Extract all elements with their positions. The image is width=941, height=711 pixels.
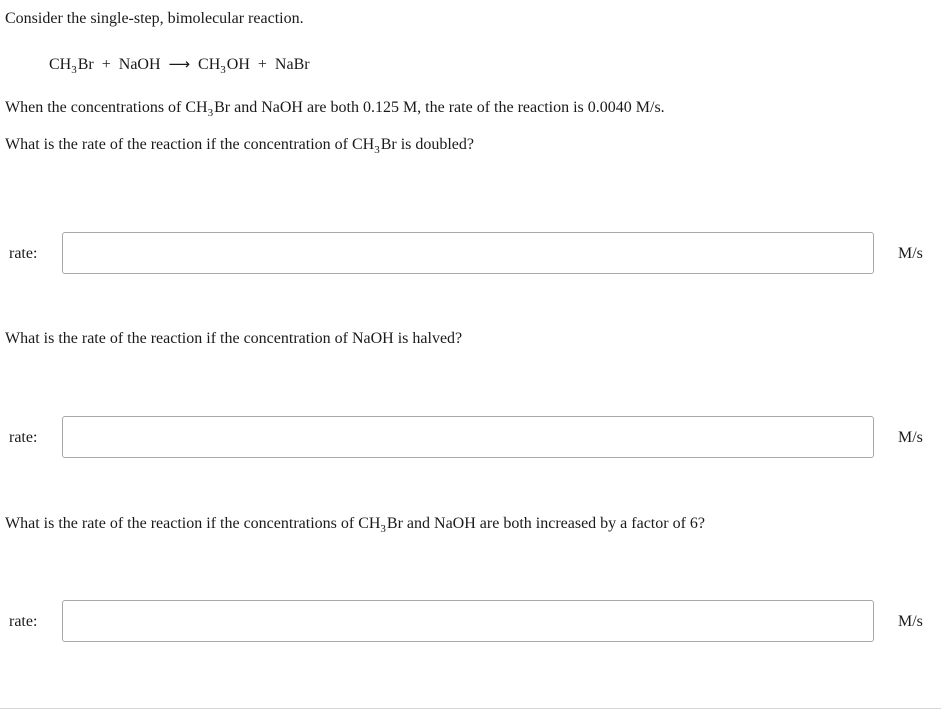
plus-sign: + [101,56,111,73]
question-1-part2: Br is doubled? [380,136,475,153]
rate-label-1: rate: [9,245,38,262]
question-3-subscript: 3 [380,523,386,535]
conditions-text [5,98,665,119]
conditions-subscript: 3 [207,107,214,119]
product-ch3oh [198,56,250,76]
unit-label-2: M/s [898,429,923,446]
question-1-subscript: 3 [374,144,380,156]
reactant-ch3br [49,56,94,76]
question-2-content: What is the rate of the reaction if the concentration of NaOH is halved? [5,330,463,347]
question-3-part1: What is the rate of the reaction if the concentrations of CH [5,515,381,532]
question-1-text [5,135,474,156]
conditions-part2: Br and NaOH are both 0.125 M, the rate of the reaction is 0.0040 M/s. [214,99,665,116]
answer-row-2 [0,416,941,460]
product-ch3oh-ch: CH [198,56,221,73]
reaction-equation [49,54,310,76]
reactant-ch3br-ch: CH [49,56,72,73]
question-2-text [5,329,462,349]
product-ch3oh-subscript: 3 [220,64,226,76]
conditions-part1: When the concentrations of CH [5,99,208,116]
reactant-ch3br-br: Br [77,56,94,73]
rate-label-3: rate: [9,613,38,630]
product-ch3oh-oh: OH [226,56,250,73]
answer-row-1 [0,232,941,276]
reactant-ch3br-subscript: 3 [71,64,77,76]
question-1-part1: What is the rate of the reaction if the concentration of CH [5,136,375,153]
answer-row-3 [0,600,941,644]
rate-input-3[interactable] [62,600,874,642]
rate-label-2: rate: [9,429,38,446]
product-nabr: NaBr [274,56,310,73]
intro-text [5,9,304,29]
rate-input-2[interactable] [62,416,874,458]
rate-input-1[interactable] [62,232,874,274]
question-3-part2: Br and NaOH are both increased by a factor of 6? [386,515,706,532]
unit-label-1: M/s [898,245,923,262]
reaction-arrow-icon: ⟶ [168,55,191,73]
reactant-naoh: NaOH [118,56,161,73]
bottom-divider [0,708,941,709]
intro-text-content: Consider the single-step, bimolecular reaction. [5,10,304,27]
question-3-text [5,514,705,535]
plus-sign: + [257,56,267,73]
unit-label-3: M/s [898,613,923,630]
